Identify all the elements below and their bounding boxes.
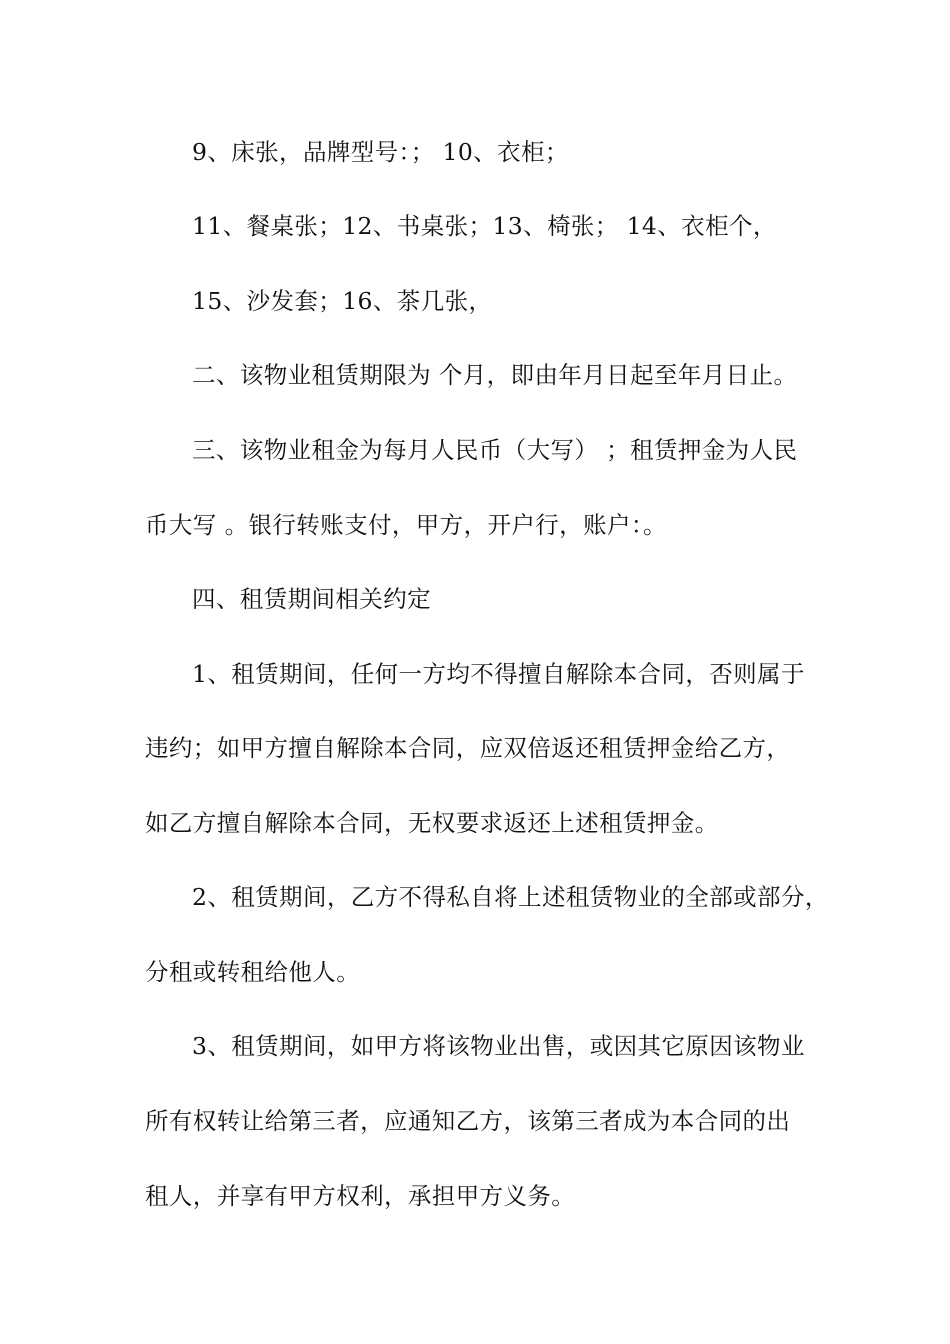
item-15-16-line: 15、沙发套；16、茶几张，: [192, 287, 493, 315]
rent-clause-line-1: 三、该物业租金为每月人民币（大写） ；租赁押金为人民: [192, 436, 798, 464]
clause-2-line-1: 2、租赁期间，乙方不得私自将上述租赁物业的全部或部分，: [192, 883, 829, 911]
clause-3-line-2: 所有权转让给第三者，应通知乙方，该第三者成为本合同的出: [145, 1107, 791, 1135]
clause-2-line-2: 分租或转租给他人。: [145, 958, 361, 986]
item-11-14-line: 11、餐桌张；12、书桌张；13、椅张； 14、衣柜个，: [192, 212, 777, 240]
clause-3-line-1: 3、租赁期间，如甲方将该物业出售，或因其它原因该物业: [192, 1032, 805, 1060]
clause-3-line-3: 租人，并享有甲方权利，承担甲方义务。: [145, 1182, 576, 1210]
rent-clause-line-2: 币大写 。银行转账支付，甲方，开户行，账户：。: [145, 511, 667, 539]
clause-1-line-2: 违约；如甲方擅自解除本合同，应双倍返还租赁押金给乙方，: [145, 734, 791, 762]
section-four-heading: 四、租赁期间相关约定: [192, 585, 431, 613]
clause-1-line-1: 1、租赁期间，任何一方均不得擅自解除本合同，否则属于: [192, 660, 805, 688]
item-9-10-line: 9、床张，品牌型号：； 10、衣柜；: [192, 138, 569, 166]
lease-term-clause: 二、该物业租赁期限为 个月，即由年月日起至年月日止。: [192, 361, 798, 389]
clause-1-line-3: 如乙方擅自解除本合同，无权要求返还上述租赁押金。: [145, 809, 719, 837]
